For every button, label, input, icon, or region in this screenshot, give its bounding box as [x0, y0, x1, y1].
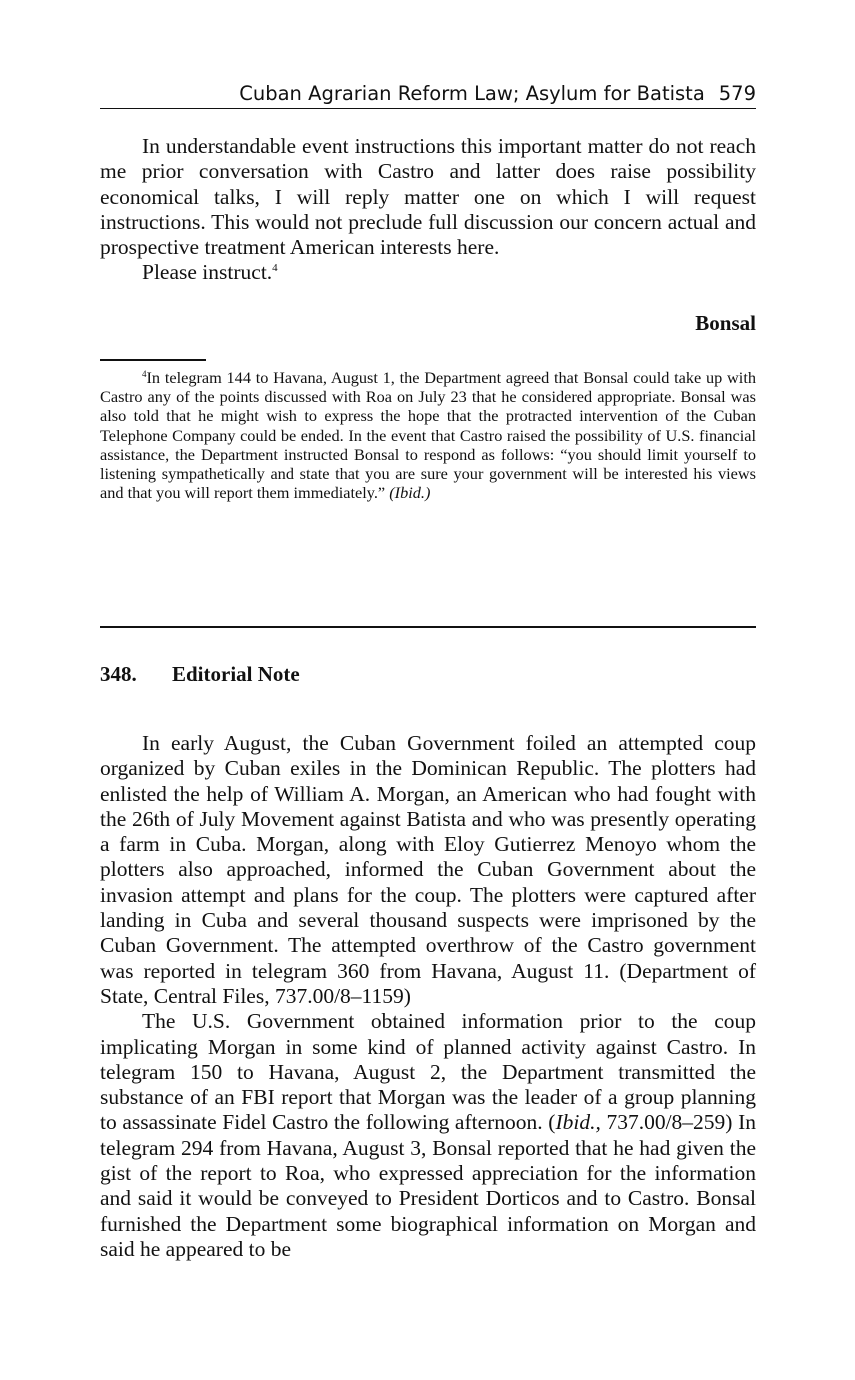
footnote-divider — [100, 359, 206, 361]
footnote-text: In telegram 144 to Havana, August 1, the Department agreed that Bonsal could take up with Castro any of the points discussed with Roa on July 23 that he considered appropriate. Bonsal was also told that he might wish to express the hope that the protracted intervention of the Cuban Telephone Company could be ended. In the event that Castro raised the possibility of U.S. financial assistance, the Department instructed Bonsal to respond as follows: “you should limit yourself to listening sympathetically and state that you are sure your government will be interested his views and that you will report them immediately.” — [100, 368, 756, 503]
page-number: 579 — [718, 82, 756, 105]
section-title: Editorial Note — [172, 662, 300, 686]
section-divider — [100, 626, 756, 628]
body-paragraph: In understandable event instructions this important matter do not reach me prior conversation with Castro and latter does raise possibility economical talks, I will reply matter one on which I will request instructions. This would not preclude full discussion our concern actual and prospective treatment American interests here. — [100, 134, 756, 260]
body-paragraph — [100, 1009, 756, 1262]
paragraph-text: The U.S. Government obtained information prior to the coup implicating Morgan in some kind of planned activity against Castro. In telegram 150 to Havana, August 2, the Department transmitted the substance of an FBI report that Morgan was the leader of a group planning to assassinate Fidel Castro the following afternoon. ( — [100, 1009, 756, 1135]
section-heading — [100, 660, 756, 688]
telegram-continuation — [100, 134, 756, 286]
closing-line-text: Please instruct. — [142, 260, 273, 285]
body-paragraph: In early August, the Cuban Government foiled an attempted coup organized by Cuban exiles in the Dominican Republic. The plotters had enlisted the help of William A. Morgan, an American who had fought with the 26th of July Movement against Batista and who was presently operating a farm in Cuba. Morgan, along with Eloy Gutierrez Menoyo whom the plotters also approached, informed the Cuban Government about the invasion attempt and plans for the coup. The plotters were captured after landing in Cuba and several thousand suspects were imprisoned by the Cuban Government. The attempted overthrow of the Castro government was reported in telegram 360 from Havana, August 11. (Department of State, Central Files, 737.00/8–1159) — [100, 731, 756, 1008]
running-title: Cuban Agrarian Reform Law; Asylum for Batista — [239, 82, 705, 105]
ibid-reference: Ibid., — [555, 1110, 601, 1135]
footnote — [100, 368, 756, 502]
footnote-marker: 4 — [142, 369, 147, 379]
paragraph-text: 737.00/8–259) In telegram 294 from Havana, August 3, Bonsal reported that he had given the gist of the report to Roa, who expressed appreciation for the information and said it would be conveyed to President Dorticos and to Castro. Bonsal furnished the Department some biographical information on Morgan and said he appeared to be — [100, 1110, 756, 1261]
editorial-note-body — [100, 731, 756, 1262]
closing-line — [100, 260, 756, 285]
section-number: 348. — [100, 662, 137, 686]
running-header — [100, 80, 756, 109]
signature: Bonsal — [695, 311, 756, 335]
footnote-citation: (Ibid.) — [389, 483, 431, 503]
footnote-reference: 4 — [272, 262, 278, 275]
